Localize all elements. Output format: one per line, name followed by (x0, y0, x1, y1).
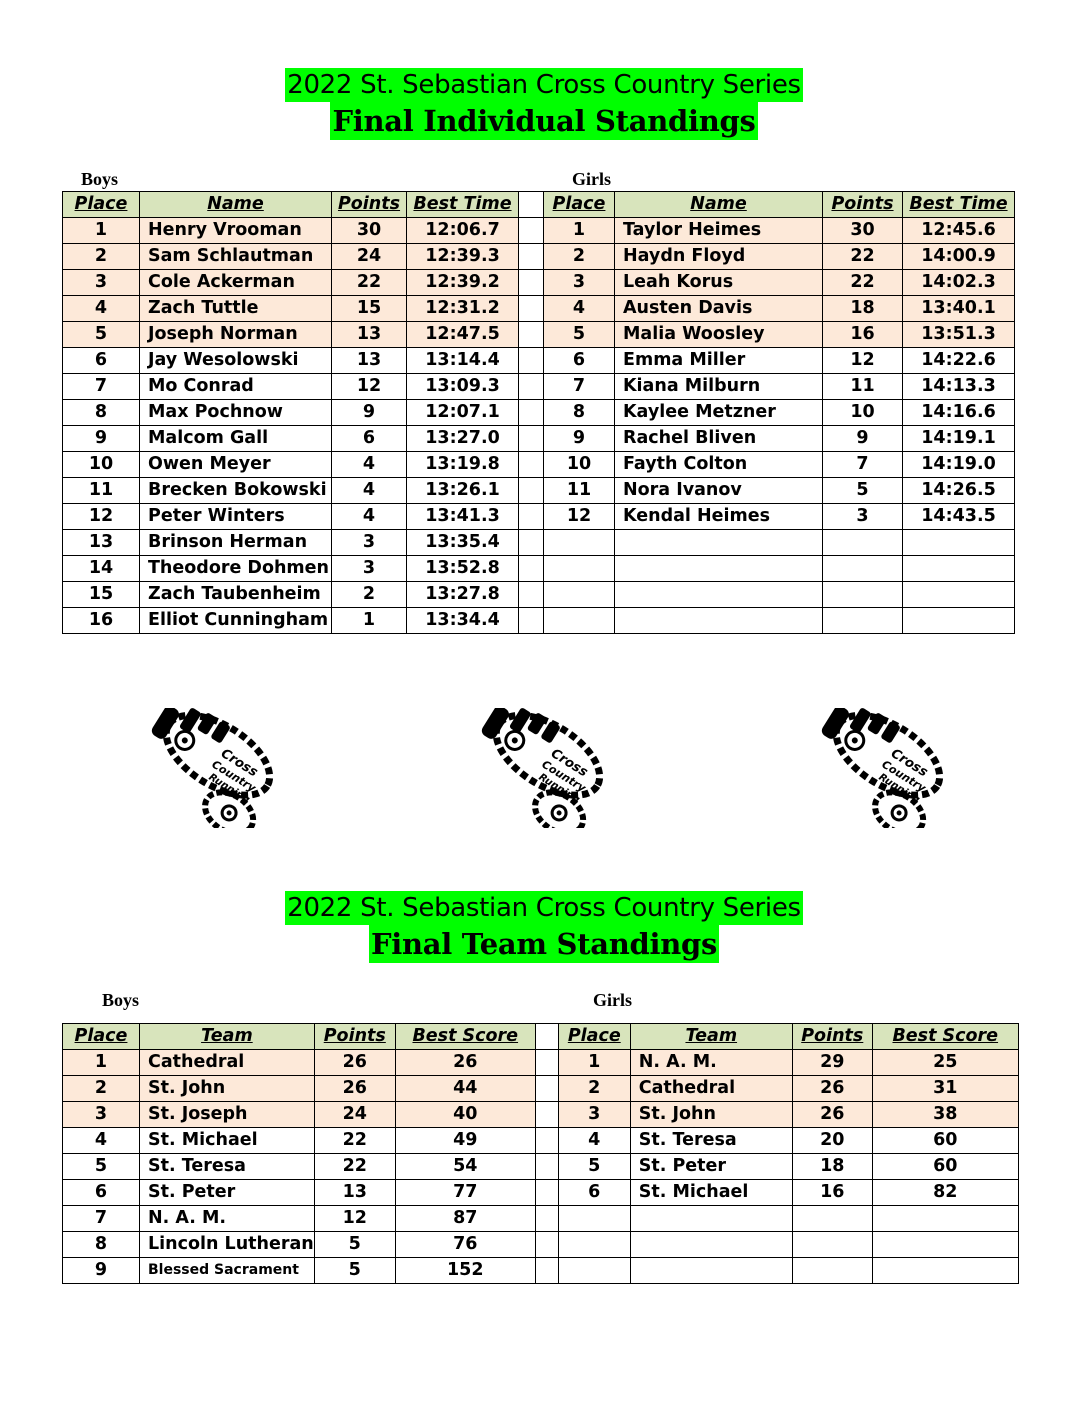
best-cell: 13:27.8 (407, 582, 519, 608)
individual-boys-label: Boys (81, 169, 119, 189)
table-row (63, 426, 1015, 452)
points-cell (792, 1206, 872, 1232)
name-cell: Peter Winters (140, 504, 332, 530)
points-cell: 18 (823, 296, 903, 322)
header-best-time: Best Time (407, 192, 519, 218)
best-cell: 13:52.8 (407, 556, 519, 582)
name-cell: Cole Ackerman (140, 270, 332, 296)
points-cell: 3 (823, 504, 903, 530)
header-points: Points (314, 1024, 395, 1050)
points-cell: 22 (314, 1128, 395, 1154)
best-cell (903, 582, 1015, 608)
points-cell (792, 1232, 872, 1258)
name-cell: Haydn Floyd (615, 244, 823, 270)
place-cell: 11 (544, 478, 615, 504)
name-cell: St. Joseph (140, 1102, 315, 1128)
table-gap (519, 530, 544, 556)
header-place: Place (63, 1024, 140, 1050)
table-gap (535, 1128, 558, 1154)
place-cell: 6 (558, 1180, 630, 1206)
place-cell: 2 (558, 1076, 630, 1102)
place-cell: 9 (63, 1258, 140, 1284)
best-cell: 152 (395, 1258, 535, 1284)
points-cell: 22 (823, 244, 903, 270)
place-cell (544, 582, 615, 608)
name-cell (630, 1258, 792, 1284)
best-cell: 13:35.4 (407, 530, 519, 556)
name-cell: Joseph Norman (140, 322, 332, 348)
points-cell (792, 1258, 872, 1284)
points-cell: 30 (823, 218, 903, 244)
place-cell: 3 (544, 270, 615, 296)
table-row (63, 1180, 1019, 1206)
name-cell: Lincoln Lutheran (140, 1232, 315, 1258)
table-header-row (63, 1024, 1019, 1050)
header-best-score: Best Score (395, 1024, 535, 1050)
name-cell (615, 582, 823, 608)
place-cell: 1 (544, 218, 615, 244)
shoe-print-icon (130, 708, 290, 828)
best-cell: 26 (395, 1050, 535, 1076)
table-row (63, 1076, 1019, 1102)
table-gap (519, 296, 544, 322)
table-gap (519, 504, 544, 530)
name-cell: St. Teresa (140, 1154, 315, 1180)
points-cell: 11 (823, 374, 903, 400)
header-team: Team (630, 1024, 792, 1050)
name-cell: Max Pochnow (140, 400, 332, 426)
place-cell: 2 (63, 1076, 140, 1102)
header-points: Points (332, 192, 407, 218)
place-cell: 11 (63, 478, 140, 504)
points-cell: 2 (332, 582, 407, 608)
points-cell: 12 (314, 1206, 395, 1232)
best-cell: 13:40.1 (903, 296, 1015, 322)
name-cell: Rachel Bliven (615, 426, 823, 452)
name-cell: Jay Wesolowski (140, 348, 332, 374)
best-cell (872, 1258, 1018, 1284)
table-gap (535, 1024, 558, 1050)
table-gap (535, 1206, 558, 1232)
points-cell (823, 582, 903, 608)
best-cell: 60 (872, 1154, 1018, 1180)
table-row (63, 582, 1015, 608)
table-row (63, 1154, 1019, 1180)
individual-girls-label: Girls (572, 169, 611, 189)
best-cell (903, 608, 1015, 634)
points-cell (823, 556, 903, 582)
place-cell: 7 (63, 374, 140, 400)
header-points: Points (823, 192, 903, 218)
best-cell: 12:06.7 (407, 218, 519, 244)
points-cell: 13 (314, 1180, 395, 1206)
points-cell: 26 (792, 1102, 872, 1128)
place-cell (544, 556, 615, 582)
table-gap (535, 1050, 558, 1076)
place-cell: 4 (558, 1128, 630, 1154)
points-cell: 26 (314, 1076, 395, 1102)
points-cell: 29 (792, 1050, 872, 1076)
name-cell: Nora Ivanov (615, 478, 823, 504)
name-cell: Henry Vrooman (140, 218, 332, 244)
team-standings-title: Final Team Standings (370, 927, 718, 961)
header-name: Name (615, 192, 823, 218)
individual-title-block (0, 68, 1088, 140)
place-cell (544, 608, 615, 634)
place-cell: 6 (63, 348, 140, 374)
best-cell: 14:22.6 (903, 348, 1015, 374)
place-cell (558, 1206, 630, 1232)
table-gap (519, 608, 544, 634)
best-cell: 13:51.3 (903, 322, 1015, 348)
table-row (63, 374, 1015, 400)
table-row (63, 1128, 1019, 1154)
points-cell (823, 530, 903, 556)
place-cell: 3 (63, 1102, 140, 1128)
table-gap (519, 218, 544, 244)
points-cell: 30 (332, 218, 407, 244)
place-cell: 7 (63, 1206, 140, 1232)
individual-standings-title: Final Individual Standings (332, 104, 756, 138)
header-points: Points (792, 1024, 872, 1050)
points-cell (823, 608, 903, 634)
table-gap (519, 556, 544, 582)
best-cell: 14:16.6 (903, 400, 1015, 426)
table-row (63, 1050, 1019, 1076)
header-best-score: Best Score (872, 1024, 1018, 1050)
place-cell: 9 (544, 426, 615, 452)
best-cell: 12:45.6 (903, 218, 1015, 244)
table-row (63, 270, 1015, 296)
best-cell (872, 1232, 1018, 1258)
points-cell: 6 (332, 426, 407, 452)
points-cell: 5 (314, 1232, 395, 1258)
table-gap (519, 582, 544, 608)
name-cell: Mo Conrad (140, 374, 332, 400)
table-gap (519, 322, 544, 348)
best-cell: 40 (395, 1102, 535, 1128)
name-cell: Kiana Milburn (615, 374, 823, 400)
name-cell: Kaylee Metzner (615, 400, 823, 426)
name-cell (630, 1206, 792, 1232)
place-cell: 4 (63, 296, 140, 322)
best-cell: 12:47.5 (407, 322, 519, 348)
name-cell: Malcom Gall (140, 426, 332, 452)
table-header-row (63, 192, 1015, 218)
points-cell: 26 (314, 1050, 395, 1076)
name-cell (615, 608, 823, 634)
best-cell: 60 (872, 1128, 1018, 1154)
points-cell: 12 (823, 348, 903, 374)
name-cell (615, 556, 823, 582)
table-gap (535, 1180, 558, 1206)
place-cell: 8 (544, 400, 615, 426)
best-cell: 14:19.1 (903, 426, 1015, 452)
place-cell (558, 1258, 630, 1284)
name-cell: Austen Davis (615, 296, 823, 322)
table-row (63, 1102, 1019, 1128)
name-cell: St. Peter (140, 1180, 315, 1206)
table-gap (519, 400, 544, 426)
best-cell: 14:13.3 (903, 374, 1015, 400)
place-cell: 6 (544, 348, 615, 374)
team-series-title: 2022 St. Sebastian Cross Country Series (287, 893, 801, 923)
points-cell: 9 (823, 426, 903, 452)
points-cell: 1 (332, 608, 407, 634)
name-cell: Blessed Sacrament (140, 1258, 315, 1284)
best-cell: 12:39.3 (407, 244, 519, 270)
place-cell: 15 (63, 582, 140, 608)
table-row (63, 348, 1015, 374)
table-row (63, 452, 1015, 478)
table-gap (519, 270, 544, 296)
place-cell: 1 (558, 1050, 630, 1076)
shoe-print-icon (800, 708, 960, 828)
table-gap (535, 1258, 558, 1284)
table-row (63, 322, 1015, 348)
points-cell: 12 (332, 374, 407, 400)
name-cell: Leah Korus (615, 270, 823, 296)
place-cell: 7 (544, 374, 615, 400)
points-cell: 10 (823, 400, 903, 426)
place-cell: 5 (63, 1154, 140, 1180)
points-cell: 4 (332, 478, 407, 504)
header-place: Place (63, 192, 140, 218)
table-row (63, 504, 1015, 530)
points-cell: 16 (823, 322, 903, 348)
name-cell: Zach Taubenheim (140, 582, 332, 608)
name-cell: St. Michael (140, 1128, 315, 1154)
points-cell: 5 (823, 478, 903, 504)
table-row (63, 1258, 1019, 1284)
name-cell: Taylor Heimes (615, 218, 823, 244)
place-cell: 13 (63, 530, 140, 556)
name-cell: Brinson Herman (140, 530, 332, 556)
best-cell: 44 (395, 1076, 535, 1102)
place-cell: 3 (558, 1102, 630, 1128)
name-cell: Sam Schlautman (140, 244, 332, 270)
table-gap (519, 478, 544, 504)
table-gap (535, 1102, 558, 1128)
points-cell: 15 (332, 296, 407, 322)
points-cell: 4 (332, 452, 407, 478)
points-cell: 20 (792, 1128, 872, 1154)
best-cell: 13:14.4 (407, 348, 519, 374)
name-cell: Brecken Bokowski (140, 478, 332, 504)
table-row (63, 608, 1015, 634)
best-cell: 77 (395, 1180, 535, 1206)
place-cell: 9 (63, 426, 140, 452)
name-cell: Kendal Heimes (615, 504, 823, 530)
team-title-block (0, 891, 1088, 963)
best-cell: 13:27.0 (407, 426, 519, 452)
table-gap (519, 192, 544, 218)
best-cell: 14:26.5 (903, 478, 1015, 504)
name-cell: Emma Miller (615, 348, 823, 374)
points-cell: 26 (792, 1076, 872, 1102)
team-boys-label: Boys (102, 990, 140, 1010)
best-cell: 12:31.2 (407, 296, 519, 322)
name-cell: N. A. M. (140, 1206, 315, 1232)
points-cell: 16 (792, 1180, 872, 1206)
table-gap (519, 426, 544, 452)
table-gap (519, 452, 544, 478)
name-cell: St. Michael (630, 1180, 792, 1206)
header-place: Place (544, 192, 615, 218)
team-girls-label: Girls (593, 990, 632, 1010)
points-cell: 24 (314, 1102, 395, 1128)
place-cell: 14 (63, 556, 140, 582)
name-cell: St. Peter (630, 1154, 792, 1180)
points-cell: 3 (332, 530, 407, 556)
name-cell: Cathedral (630, 1076, 792, 1102)
name-cell: N. A. M. (630, 1050, 792, 1076)
place-cell: 2 (544, 244, 615, 270)
table-gap (519, 348, 544, 374)
place-cell: 10 (544, 452, 615, 478)
name-cell: St. Teresa (630, 1128, 792, 1154)
best-cell: 13:41.3 (407, 504, 519, 530)
name-cell: Malia Woosley (615, 322, 823, 348)
points-cell: 22 (314, 1154, 395, 1180)
individual-series-title: 2022 St. Sebastian Cross Country Series (287, 70, 801, 100)
best-cell: 76 (395, 1232, 535, 1258)
points-cell: 22 (823, 270, 903, 296)
best-cell: 54 (395, 1154, 535, 1180)
header-place: Place (558, 1024, 630, 1050)
name-cell: Elliot Cunningham (140, 608, 332, 634)
table-row (63, 1232, 1019, 1258)
table-gap (535, 1076, 558, 1102)
name-cell: Owen Meyer (140, 452, 332, 478)
points-cell: 22 (332, 270, 407, 296)
best-cell: 13:09.3 (407, 374, 519, 400)
name-cell: St. John (630, 1102, 792, 1128)
place-cell (544, 530, 615, 556)
best-cell: 25 (872, 1050, 1018, 1076)
points-cell: 4 (332, 504, 407, 530)
name-cell (615, 530, 823, 556)
name-cell: Theodore Dohmen (140, 556, 332, 582)
place-cell: 5 (544, 322, 615, 348)
points-cell: 18 (792, 1154, 872, 1180)
best-cell: 12:39.2 (407, 270, 519, 296)
best-cell: 13:34.4 (407, 608, 519, 634)
best-cell (872, 1206, 1018, 1232)
best-cell: 82 (872, 1180, 1018, 1206)
table-gap (519, 374, 544, 400)
team-standings-table (62, 1023, 1019, 1284)
name-cell: Cathedral (140, 1050, 315, 1076)
name-cell: Zach Tuttle (140, 296, 332, 322)
best-cell: 14:19.0 (903, 452, 1015, 478)
best-cell: 14:02.3 (903, 270, 1015, 296)
place-cell: 4 (544, 296, 615, 322)
points-cell: 7 (823, 452, 903, 478)
points-cell: 9 (332, 400, 407, 426)
header-best-time: Best Time (903, 192, 1015, 218)
place-cell: 6 (63, 1180, 140, 1206)
best-cell (903, 530, 1015, 556)
points-cell: 13 (332, 322, 407, 348)
table-row (63, 244, 1015, 270)
table-row (63, 530, 1015, 556)
table-gap (535, 1154, 558, 1180)
best-cell: 12:07.1 (407, 400, 519, 426)
place-cell: 1 (63, 218, 140, 244)
table-gap (535, 1232, 558, 1258)
table-row (63, 400, 1015, 426)
best-cell: 49 (395, 1128, 535, 1154)
best-cell: 14:43.5 (903, 504, 1015, 530)
name-cell (630, 1232, 792, 1258)
place-cell: 8 (63, 1232, 140, 1258)
place-cell: 8 (63, 400, 140, 426)
place-cell: 5 (558, 1154, 630, 1180)
best-cell: 87 (395, 1206, 535, 1232)
place-cell (558, 1232, 630, 1258)
place-cell: 5 (63, 322, 140, 348)
table-row (63, 556, 1015, 582)
name-cell: Fayth Colton (615, 452, 823, 478)
individual-standings-table (62, 191, 1015, 634)
table-row (63, 296, 1015, 322)
best-cell: 14:00.9 (903, 244, 1015, 270)
shoe-print-icon (460, 708, 620, 828)
place-cell: 10 (63, 452, 140, 478)
points-cell: 3 (332, 556, 407, 582)
best-cell: 31 (872, 1076, 1018, 1102)
place-cell: 3 (63, 270, 140, 296)
points-cell: 5 (314, 1258, 395, 1284)
best-cell (903, 556, 1015, 582)
table-row (63, 1206, 1019, 1232)
points-cell: 13 (332, 348, 407, 374)
table-gap (519, 244, 544, 270)
best-cell: 38 (872, 1102, 1018, 1128)
place-cell: 12 (544, 504, 615, 530)
best-cell: 13:19.8 (407, 452, 519, 478)
place-cell: 16 (63, 608, 140, 634)
best-cell: 13:26.1 (407, 478, 519, 504)
name-cell: St. John (140, 1076, 315, 1102)
place-cell: 4 (63, 1128, 140, 1154)
table-row (63, 218, 1015, 244)
header-name: Name (140, 192, 332, 218)
place-cell: 1 (63, 1050, 140, 1076)
header-team: Team (140, 1024, 315, 1050)
place-cell: 2 (63, 244, 140, 270)
points-cell: 24 (332, 244, 407, 270)
place-cell: 12 (63, 504, 140, 530)
table-row (63, 478, 1015, 504)
